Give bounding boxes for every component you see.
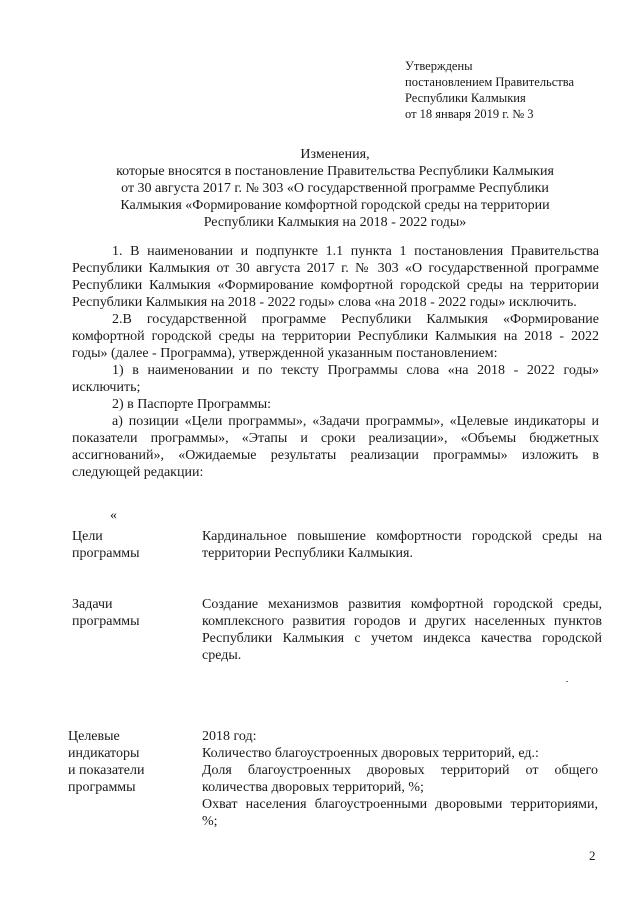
label-line: индикаторы [68, 746, 140, 761]
title-line: от 30 августа 2017 г. № 303 «О государственной программе Республики [121, 181, 549, 196]
document-title [70, 146, 600, 231]
approval-line: Утверждены [405, 59, 473, 73]
row-content: Кардинальное повышение комфортности городской среды на территории Республики Калмыкия. [202, 529, 602, 561]
row-label [68, 728, 188, 796]
page-number: 2 [589, 848, 596, 863]
approval-line: от 18 января 2019 г. № 3 [405, 107, 534, 121]
label-line: Задачи [72, 597, 113, 612]
indicator-item: Доля благоустроенных дворовых территорий от общего количества дворовых территорий, %; [202, 763, 598, 795]
indicator-year: 2018 год: [202, 729, 257, 744]
row-content: Создание механизмов развития комфортной городской среды, комплексного развития городов и других населенных пунктов Республики Калмыкия с учетом индекса качества городской среды. [202, 597, 602, 663]
paragraph: 2.В государственной программе Республики Калмыкия «Формирование комфортной городской среды на территории Республики Калмыкия на 2018 - 2022 годы» (далее - Программа), утвержденной указанным постановлением: [72, 312, 599, 361]
scan-speck [566, 681, 568, 682]
indicator-item: Охват населения благоустроенными дворовыми территориями, %; [202, 797, 598, 829]
label-line: программы [68, 780, 136, 795]
opening-quote: « [110, 508, 117, 523]
title-line: которые вносятся в постановление Правительства Республики Калмыкия [116, 164, 554, 179]
title-line: Изменения, [300, 147, 370, 162]
document-body [72, 243, 599, 481]
approval-line: постановлением Правительства [405, 75, 575, 89]
indicator-item: Количество благоустроенных дворовых территорий, ед.: [202, 746, 539, 761]
approval-stamp [405, 58, 574, 122]
label-line: Целевые [68, 729, 120, 744]
row-label [72, 596, 192, 630]
paragraph: 2) в Паспорте Программы: [112, 397, 272, 412]
row-label [72, 528, 192, 562]
label-line: и показатели [68, 763, 145, 778]
paragraph: а) позиции «Цели программы», «Задачи программы», «Целевые индикаторы и показатели программы», «Этапы и сроки реализации», «Объемы бюджетных ассигнований», «Ожидаемые результаты реализации программы» изложить в следующей редакции: [72, 414, 599, 480]
paragraph: 1) в наименовании и по тексту Программы слова «на 2018 - 2022 годы» исключить; [72, 363, 599, 395]
approval-line: Республики Калмыкия [405, 91, 526, 105]
paragraph: 1. В наименовании и подпункте 1.1 пункта 1 постановления Правительства Республики Калмыкия от 30 августа 2017 г. № 303 «О государственной программе Республики Калмыкия «Формирование комфортной городской среды на территории Республики Калмыкия на 2018 - 2022 годы» слова «на 2018 - 2022 годы» исключить. [72, 244, 599, 310]
label-line: программы [72, 614, 140, 629]
label-line: Цели [72, 529, 103, 544]
title-line: Калмыкия «Формирование комфортной городской среды на территории [120, 198, 550, 213]
title-line: Республики Калмыкия на 2018 - 2022 годы» [203, 215, 467, 230]
row-content [202, 728, 598, 830]
label-line: программы [72, 546, 140, 561]
